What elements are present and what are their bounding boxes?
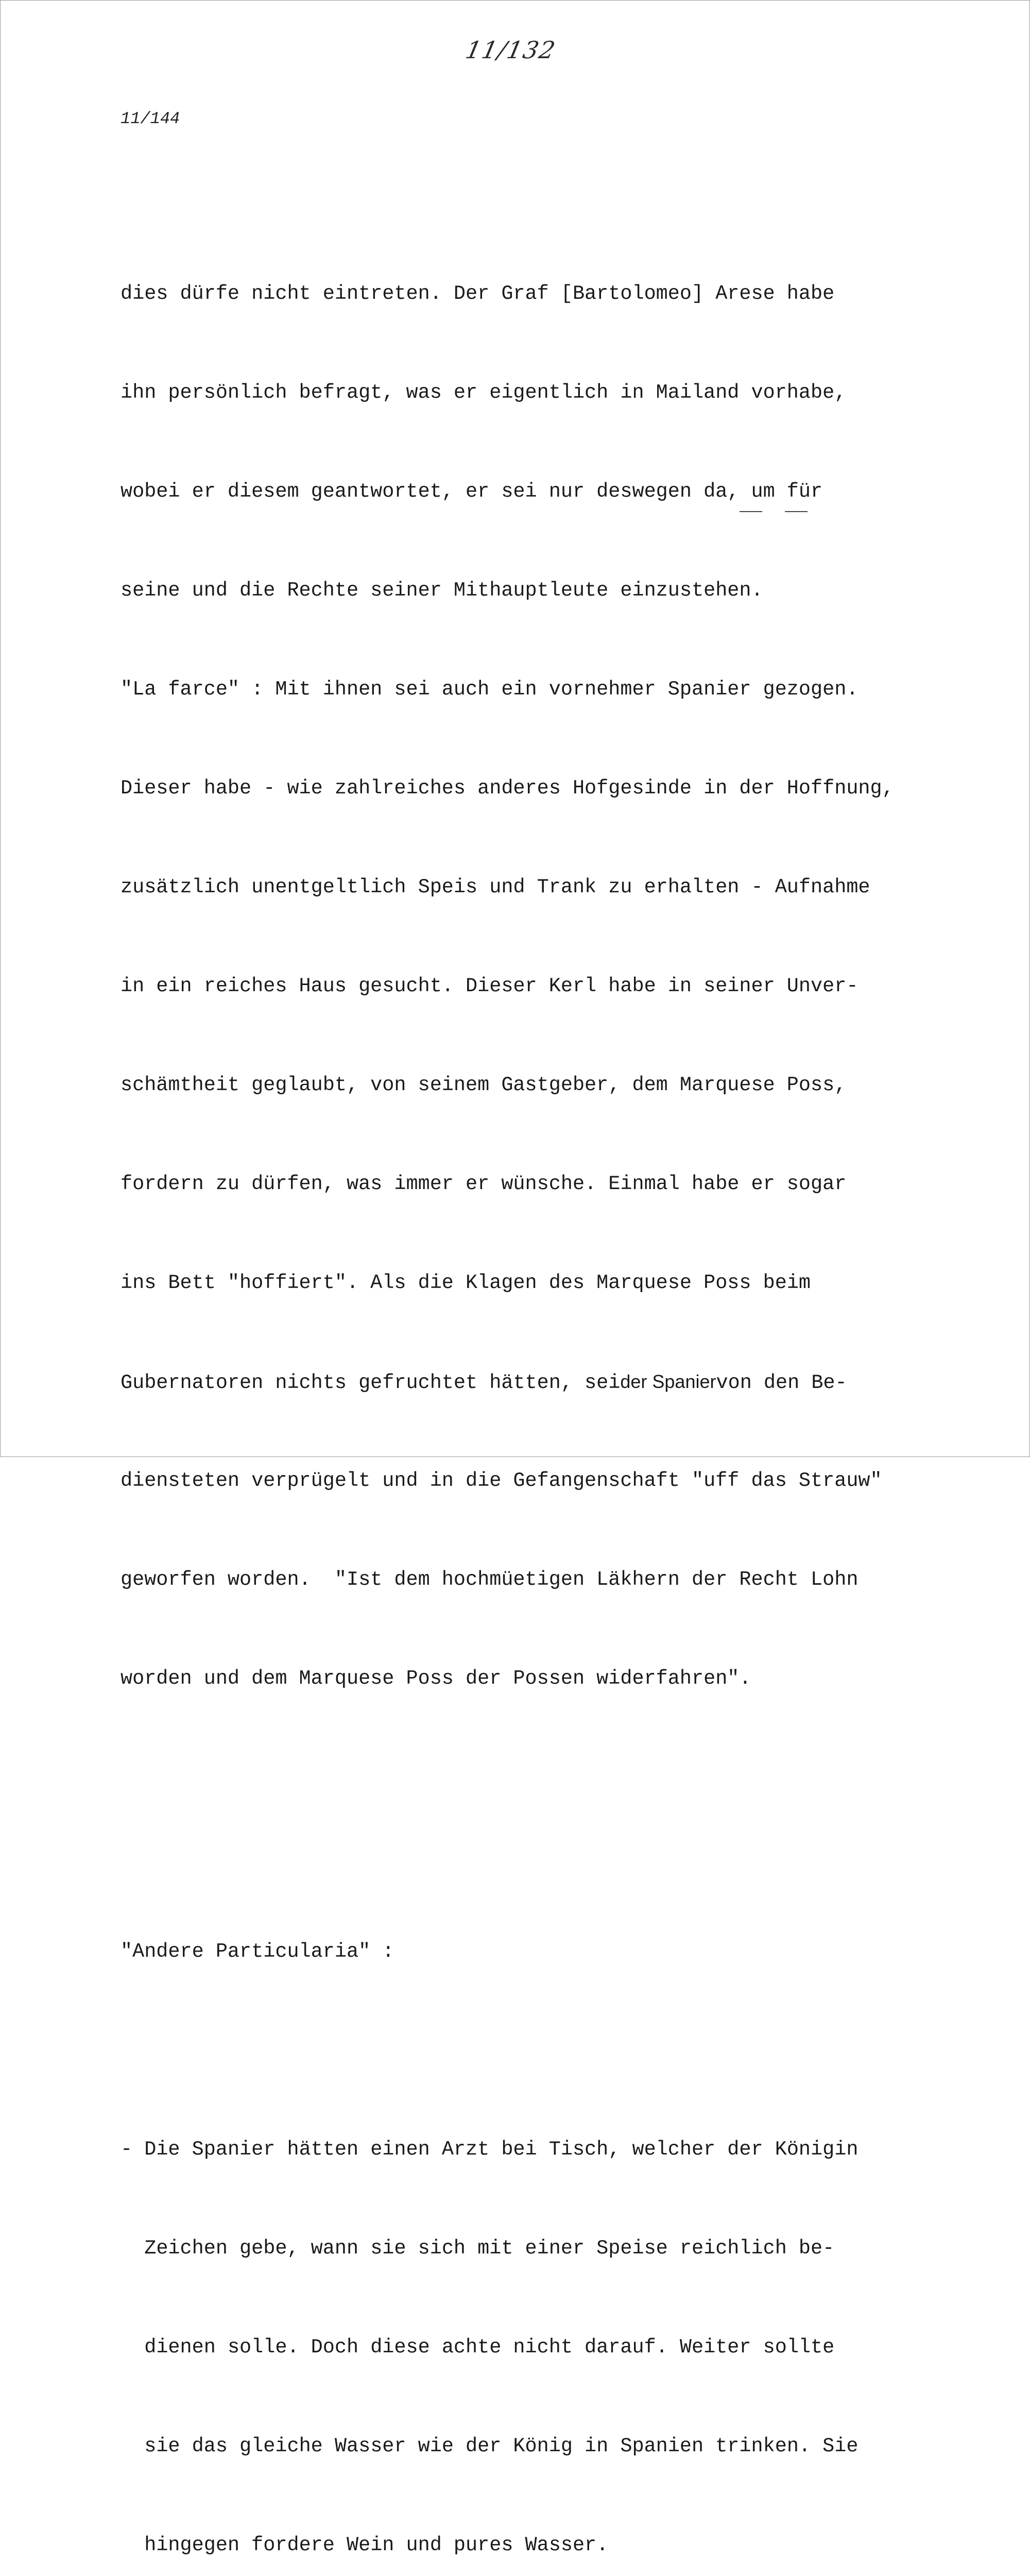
- handwritten-insert: der Spanier: [620, 1371, 716, 1392]
- handwritten-page-number: 11/132: [463, 36, 559, 64]
- text-line: Dieser habe - wie zahlreiches anderes Hofgesinde in der Hoffnung,: [121, 777, 894, 800]
- text-line: in ein reiches Haus gesucht. Dieser Kerl habe in seiner Unver-: [121, 975, 859, 997]
- typed-page-reference: 11/144: [121, 109, 180, 128]
- text-line: ins Bett "hoffiert". Als die Klagen des Marquese Poss beim: [121, 1272, 811, 1294]
- correction-marks: [740, 511, 812, 513]
- text-line: geworfen worden. "Ist dem hochmüetigen Läkhern der Recht Lohn: [121, 1568, 859, 1591]
- list-line: - Die Spanier hätten einen Arzt bei Tisch, welcher der Königin: [121, 2138, 859, 2161]
- text-line: ihn persönlich befragt, was er eigentlich in Mailand vorhabe,: [121, 381, 847, 404]
- bullet: -: [121, 2138, 133, 2161]
- text-line: seine und die Rechte seiner Mithauptleute einzustehen.: [121, 579, 763, 602]
- list-line: Zeichen gebe, wann sie sich mit einer Speise reichlich be-: [144, 2237, 835, 2260]
- list-line: hingegen fordere Wein und pures Wasser.: [144, 2534, 609, 2556]
- text-line: dies dürfe nicht eintreten. Der Graf [Bartolomeo] Arese habe: [121, 282, 835, 305]
- text-line: diensteten verprügelt und in die Gefangenschaft "uff das Strauw": [121, 1469, 882, 1492]
- text-line: wobei er diesem geantwortet, er sei nur deswegen da, um für: [121, 480, 823, 503]
- text-line: schämtheit geglaubt, von seinem Gastgeber, dem Marquese Poss,: [121, 1074, 847, 1096]
- text-line: fordern zu dürfen, was immer er wünsche. Einmal habe er sogar: [121, 1173, 847, 1195]
- section-heading: "Andere Particularia" :: [121, 1940, 394, 1963]
- text-line-with-insert: [121, 1365, 996, 1398]
- text-line: worden und dem Marquese Poss der Possen widerfahren".: [121, 1667, 751, 1690]
- paragraph-1: [121, 211, 996, 1761]
- line-segment: Gubernatoren nichts gefruchtet hätten, sei: [121, 1371, 621, 1394]
- document-body: [121, 145, 996, 2576]
- text-line: zusätzlich unentgeltlich Speis und Trank zu erhalten - Aufnahme: [121, 876, 870, 899]
- text-line: "La farce" : Mit ihnen sei auch ein vornehmer Spanier gezogen.: [121, 678, 859, 701]
- line-segment: von den Be-: [716, 1371, 847, 1394]
- list-line: sie das gleiche Wasser wie der König in Spanien trinken. Sie: [144, 2435, 859, 2458]
- list-item: [121, 2067, 996, 2576]
- list-line: dienen solle. Doch diese achte nicht darauf. Weiter sollte: [144, 2336, 835, 2359]
